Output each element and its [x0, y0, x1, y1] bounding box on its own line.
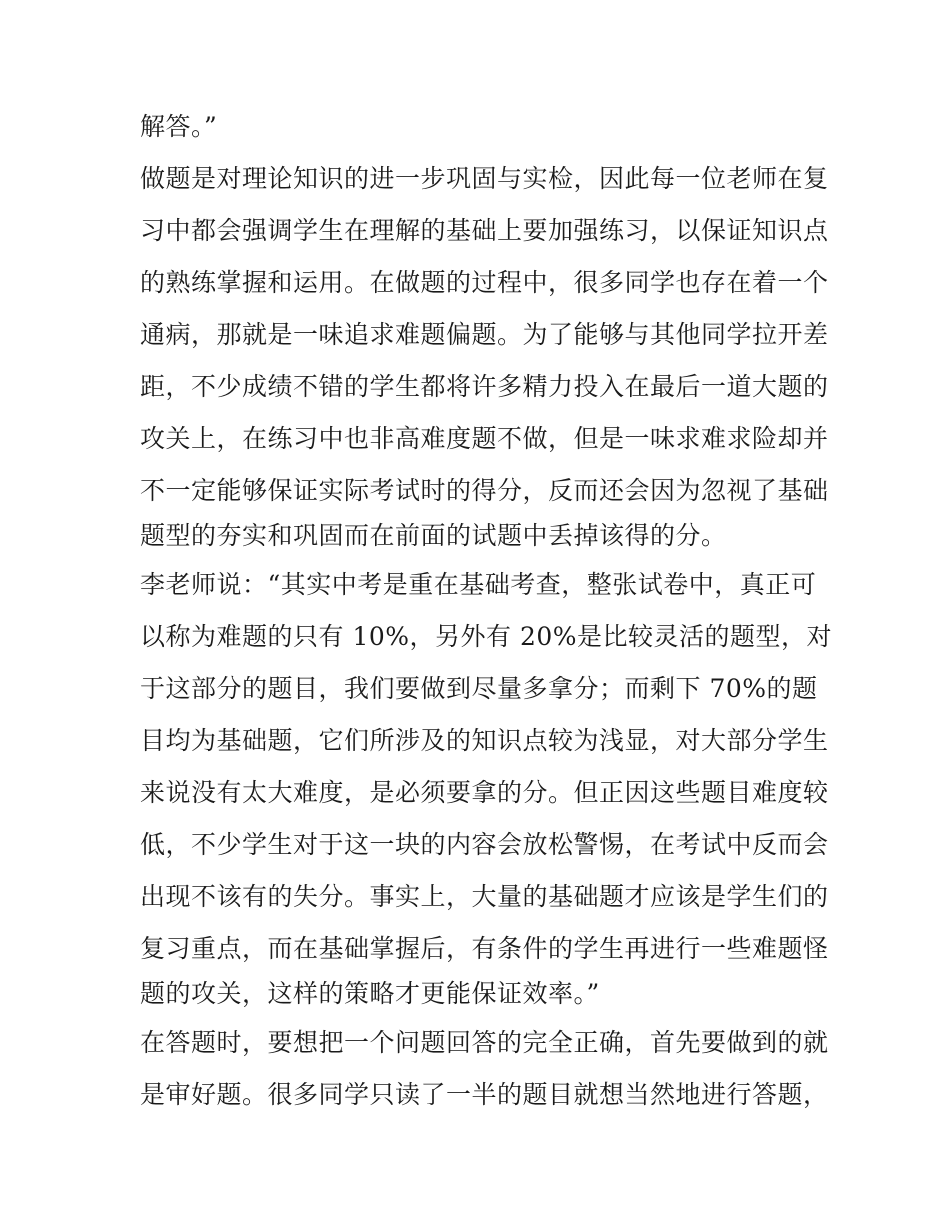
text-line: 距，不少成绩不错的学生都将许多精力投入在最后一道大题的 [140, 372, 829, 401]
text-line: 以称为难题的只有 10%，另外有 20%是比较灵活的题型，对 [140, 622, 833, 651]
text-line: 复习重点，而在基础掌握后，有条件的学生再进行一些难题怪 [140, 934, 829, 963]
text-line: 不一定能够保证实际考试时的得分，反而还会因为忽视了基础 [140, 476, 829, 505]
text-line: 题型的夯实和巩固而在前面的试题中丢掉该得的分。 [140, 521, 727, 550]
text-line: 题的攻关，这样的策略才更能保证效率。” [140, 979, 600, 1008]
text-line: 通病，那就是一味追求难题偏题。为了能够与其他同学拉开差 [140, 320, 829, 349]
text-line: 李老师说：“其实中考是重在基础考查，整张试卷中，真正可 [140, 570, 817, 599]
text-line: 来说没有太大难度，是必须要拿的分。但正因这些题目难度较 [140, 778, 829, 807]
text-line: 是审好题。很多同学只读了一半的题目就想当然地进行答题， [140, 1080, 829, 1109]
text-line: 解答。” [140, 112, 218, 141]
text-line: 习中都会强调学生在理解的基础上要加强练习，以保证知识点 [140, 216, 829, 245]
text-line: 攻关上，在练习中也非高难度题不做，但是一味求难求险却并 [140, 424, 829, 453]
text-line: 目均为基础题，它们所涉及的知识点较为浅显，对大部分学生 [140, 726, 829, 755]
text-line: 在答题时，要想把一个问题回答的完全正确，首先要做到的就 [140, 1028, 829, 1057]
text-line: 的熟练掌握和运用。在做题的过程中，很多同学也存在着一个 [140, 268, 829, 297]
text-line: 做题是对理论知识的进一步巩固与实检，因此每一位老师在复 [140, 164, 829, 193]
text-line: 于这部分的题目，我们要做到尽量多拿分；而剩下 70%的题 [140, 674, 818, 703]
text-line: 出现不该有的失分。事实上，大量的基础题才应该是学生们的 [140, 882, 829, 911]
text-line: 低，不少学生对于这一块的内容会放松警惕，在考试中反而会 [140, 830, 829, 859]
